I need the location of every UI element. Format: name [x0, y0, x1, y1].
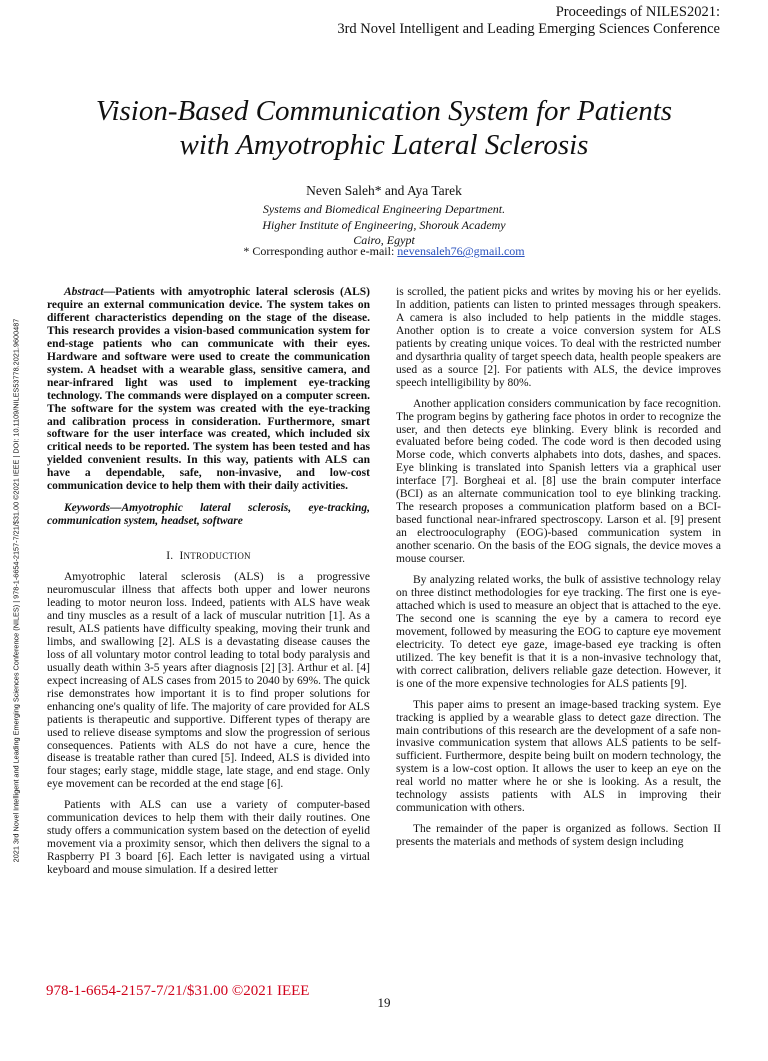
paragraph: Patients with ALS can use a variety of computer-based communication devices to help them with their daily routines. One study offers a communication system based on the detection of eyelid movement via a proximity sensor, which then delivers the signal to a Raspberry PI 3 board [6]. Each letter is navigated using a virtual keyboard and mouse simulation. If a desired letter: [47, 799, 370, 877]
abstract: [47, 286, 370, 493]
corresponding-author: [0, 244, 768, 259]
copyright-notice: 978-1-6654-2157-7/21/$31.00 ©2021 IEEE: [46, 983, 310, 999]
section-number: I.: [166, 550, 174, 563]
conference-header-line1: Proceedings of NILES2021:: [555, 4, 720, 20]
paper-title-line1: Vision-Based Communication System for Patients: [95, 95, 673, 127]
affiliation-department: Systems and Biomedical Engineering Department.: [262, 202, 506, 216]
abstract-label: Abstract: [64, 286, 104, 298]
corresponding-author-label: * Corresponding author e-mail:: [243, 244, 398, 258]
conference-header-line2: 3rd Novel Intelligent and Leading Emerging Sciences Conference: [337, 21, 720, 37]
paragraph: By analyzing related works, the bulk of assistive technology relay on three distinct methodologies for eye tracking. The first one is eye- attached which is used to measure an object that is attached to the eye. The second one is scanning the eye by a camera to record eye movement, followed by measuring the EOG to capture eye movement electricity. To detect eye gaze, image-based eye tracking is often utilized. The key benefit is that it is a non-invasive technology that, with correct calibration, delivers reliable gaze detection. However, it is one of the more expensive technologies for ALS patients [9].: [396, 574, 721, 690]
section-title-initial: I: [179, 550, 184, 563]
right-column: [396, 286, 721, 849]
paper-title: [40, 94, 728, 162]
paragraph: This paper aims to present an image-based tracking system. Eye tracking is applied by a wearable glass to detect gaze direction. The main contributions of this research are the development of a safe non-invasive communication system that allows ALS patients to be self-sufficient. Furthermore, despite being built on modern technology, the system is a low-cost option. It allows the user to keep an eye on the real world no matter where he or she is looking. As a result, the technology assists patients with ALS in improving their communication with others.: [396, 698, 721, 815]
paragraph: The remainder of the paper is organized as follows. Section II presents the materials and methods of system design including: [396, 823, 721, 849]
section-heading-introduction: [47, 550, 370, 563]
paragraph: Amyotrophic lateral sclerosis (ALS) is a progressive neuromuscular illness that affects both upper and lower neurons leading to motor neuron loss. Indeed, patients with ALS have weak and tiny muscles as a result of a lack of muscular nutrition [1]. As a result, ALS patients have difficulty speaking, moving their trunk and limbs, and swallowing [2]. ALS is a devastating disease causes the loss of all voluntary motor control leading to total body paralysis and usually death within 3-5 years after diagnosis [2] [3]. Arthur et al. [4] expect increasing of ALS cases from 2015 to 2040 by 69%. The quick rise demonstrates how important it is to find proper solutions for enhancing one's quality of life. The majority of care provided for ALS patients is therapeutic and supportive. Different types of therapy are used to relieve disease symptoms and slow the progression of serious consequences. Patients with ALS do not have a cure, hence the disease is treatable rather than cured [5]. Indeed, ALS is divided into four stages; early stage, middle stage, late stage, and end stage. Only eye movement can be recorded at the end stage [6].: [47, 571, 370, 791]
email-link[interactable]: nevensaleh76@gmail.com: [397, 244, 525, 258]
paragraph: Another application considers communication by face recognition. The program begins by gathering face photos in order to recognize the user, and then detects eye blinking. Every blink is recorded and evaluated before being coded. The code word is then decoded using Morse code, which converts alphabets into dots, dashes, and spaces. Eye blinking is translated into Spanish letters via a graphical user interface [7]. Borgheai et al. [8] use the brain computer interface (BCI) as an alternate communication tool to eye blinking tracking. The research proposes a communication platform based on a BCI-based functional near-infrared spectroscopy. Larson et al. [9] present an electrooculography (EOG)-based communication system in another scenario. On the basis of the EOG signals, the device moves a mouse courser.: [396, 397, 721, 566]
side-doi-text: 2021 3rd Novel Intelligent and Leading Emerging Sciences Conference (NILES) | 978-1-6654-2157-7/21/$31.00 ©2021 IEEE | DOI: 10.1109/NILES53778.2021.9600487: [11, 318, 21, 863]
keywords-text: Amyotrophic lateral sclerosis, eye-tracking, communication system, headset, software: [47, 502, 370, 528]
affiliation-city: Cairo, Egypt: [353, 233, 415, 247]
abstract-text: Patients with amyotrophic lateral sclerosis (ALS) require an external communication device. The system takes on different characteristics depending on the stage of the disease. This research provides a vision-based communication system for end-stage patients who can communicate with their eyes. Hardware and software were used to create the communication system. A headset with a wearable glass, sensitive camera, and near-infrared light was used to implement eye-tracking technology. The commands were displayed on a computer screen. The software for the system was created with the eye-tracking and calibration process in consideration. Furthermore, smart software for the user interface was created, which included six critical needs to be reported. The system has been tested and has yielded convenient results. In this way, patients with ALS can have a dependable, safe, non-invasive, and low-cost communication device to help them with their daily activities.: [47, 286, 370, 493]
affiliation-institute: Higher Institute of Engineering, Shorouk Academy: [262, 217, 506, 232]
paragraph: is scrolled, the patient picks and writes by moving his or her eyelids. In addition, patients can listen to printed messages through speakers. A camera is also included to help patients in the middle stages. Another option is to create a voice conversion system for ALS patients by creating unique voices. To deal with the restricted number and dysarthria quality of target speech data, health people speakers are used as a source [2]. For patients with ALS, the device improves speech intelligibility by 80%.: [396, 286, 721, 389]
keywords-dash: —: [110, 502, 122, 515]
authors: Neven Saleh* and Aya Tarek: [306, 183, 462, 198]
page-number: 19: [377, 995, 391, 1010]
conference-header: [337, 4, 720, 38]
abstract-dash: —: [103, 286, 116, 298]
left-column: [47, 286, 370, 877]
paper-title-line2: with Amyotrophic Lateral Sclerosis: [179, 129, 589, 161]
affiliation: [0, 202, 768, 249]
keywords-label: Keywords: [64, 502, 110, 515]
keywords: [47, 502, 370, 528]
section-title-rest: NTRODUCTION: [183, 551, 251, 562]
